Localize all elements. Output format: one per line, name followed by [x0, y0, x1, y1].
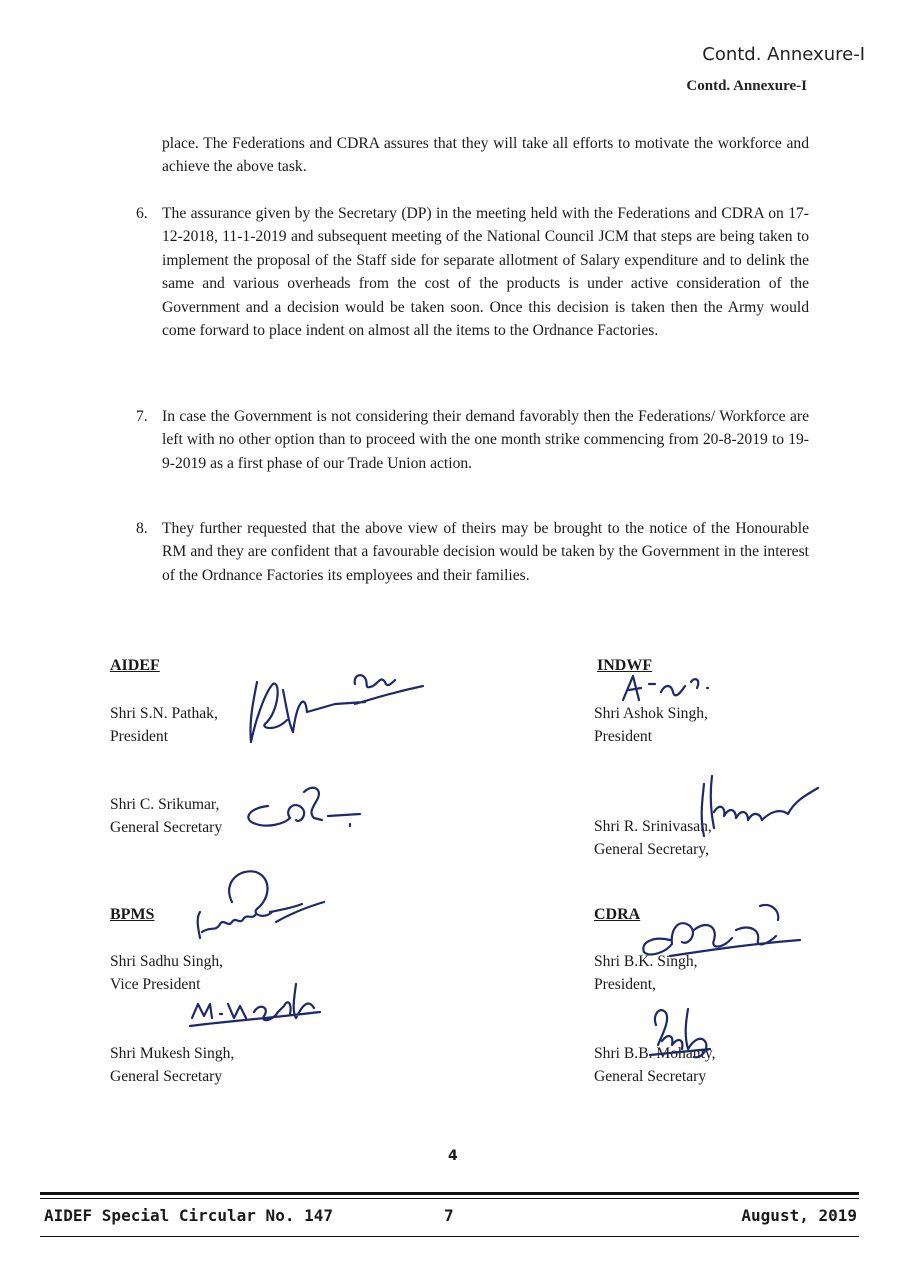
signature-mohanty — [640, 995, 720, 1065]
signature-srikumar — [238, 780, 368, 840]
signatory-name: Shri S.N. Pathak, — [110, 705, 218, 722]
footer-rule-top — [40, 1192, 859, 1195]
signatory-aidef-secretary — [110, 793, 222, 839]
signatory-role: General Secretary — [110, 1068, 223, 1085]
signatory-role: Vice President — [110, 976, 201, 993]
annexure-header: Contd. Annexure-I — [702, 44, 865, 65]
signatory-bpms-secretary — [110, 1042, 234, 1088]
signatory-name: Shri B.B. Mohanty, — [594, 1045, 716, 1062]
signatory-role: President, — [594, 976, 656, 993]
signatory-name: Shri B.K. Singh, — [594, 953, 698, 970]
footer-rule-thin — [40, 1198, 859, 1199]
footer-circular-title: AIDEF Special Circular No. 147 — [44, 1206, 333, 1225]
signature-pathak — [235, 662, 435, 752]
signatory-name: Shri C. Srikumar, — [110, 796, 220, 813]
item-text: They further requested that the above view of theirs may be brought to the notice of the Honourable RM and they are confident that a favourable decision would be taken by the Government in the interest of the Ordnance Factories its employees and their families. — [162, 520, 809, 584]
signature-sadhu-singh — [180, 862, 330, 952]
signatory-name: Shri Ashok Singh, — [594, 705, 708, 722]
footer-rule-bottom — [40, 1236, 859, 1237]
signatory-role: General Secretary, — [594, 841, 710, 858]
signatory-role: President — [594, 728, 653, 745]
item-number: 7. — [136, 408, 148, 425]
signatory-name: Shri Mukesh Singh, — [110, 1045, 235, 1062]
annexure-subheader: Contd. Annexure-I — [686, 78, 807, 94]
item-number: 8. — [136, 520, 148, 537]
footer-date: August, 2019 — [741, 1206, 857, 1225]
signature-srinivasan — [690, 772, 830, 842]
item-text: In case the Government is not considering their demand favorably then the Federations/ Workforce are left with no other option than to proceed with the one month strike commencing from 20-8-2019 to 19-9-2019 as a first phase of our Trade Union action. — [162, 408, 809, 472]
signature-bk-singh — [610, 900, 810, 970]
signatory-role: General Secretary — [594, 1068, 707, 1085]
org-heading-indwf: INDWF — [597, 657, 653, 674]
org-heading-bpms: BPMS — [110, 906, 155, 923]
signature-ashok-singh — [615, 662, 725, 712]
signatory-role: President — [110, 728, 169, 745]
item-number: 6. — [136, 205, 148, 222]
signatory-role: General Secretary — [110, 819, 223, 836]
signatory-aidef-president — [110, 702, 218, 748]
org-heading-cdra: CDRA — [594, 906, 641, 923]
item-text: The assurance given by the Secretary (DP) in the meeting held with the Federations and CDRA on 17-12-2018, 11-1-2019 and subsequent meeting of the National Council JCM that steps are being taken to implement the proposal of the Staff side for separate allotment of Salary expenditure and to delink the same and various overheads from the cost of the products is under active consideration of the Government and a decision would be taken soon. Once this decision is taken then the Army would come forward to place indent on almost all the items to the Ordnance Factories. — [162, 205, 809, 340]
intro-paragraph: place. The Federations and CDRA assures that they will take all efforts to motivate the workforce and achieve the above task. — [162, 135, 809, 176]
footer-page-number: 7 — [444, 1206, 454, 1225]
signatory-name: Shri R. Srinivasan, — [594, 818, 712, 835]
org-heading-aidef: AIDEF — [110, 657, 160, 674]
page-number: 4 — [448, 1148, 458, 1164]
signature-mukesh-singh — [180, 978, 330, 1038]
signatory-name: Shri Sadhu Singh, — [110, 953, 224, 970]
